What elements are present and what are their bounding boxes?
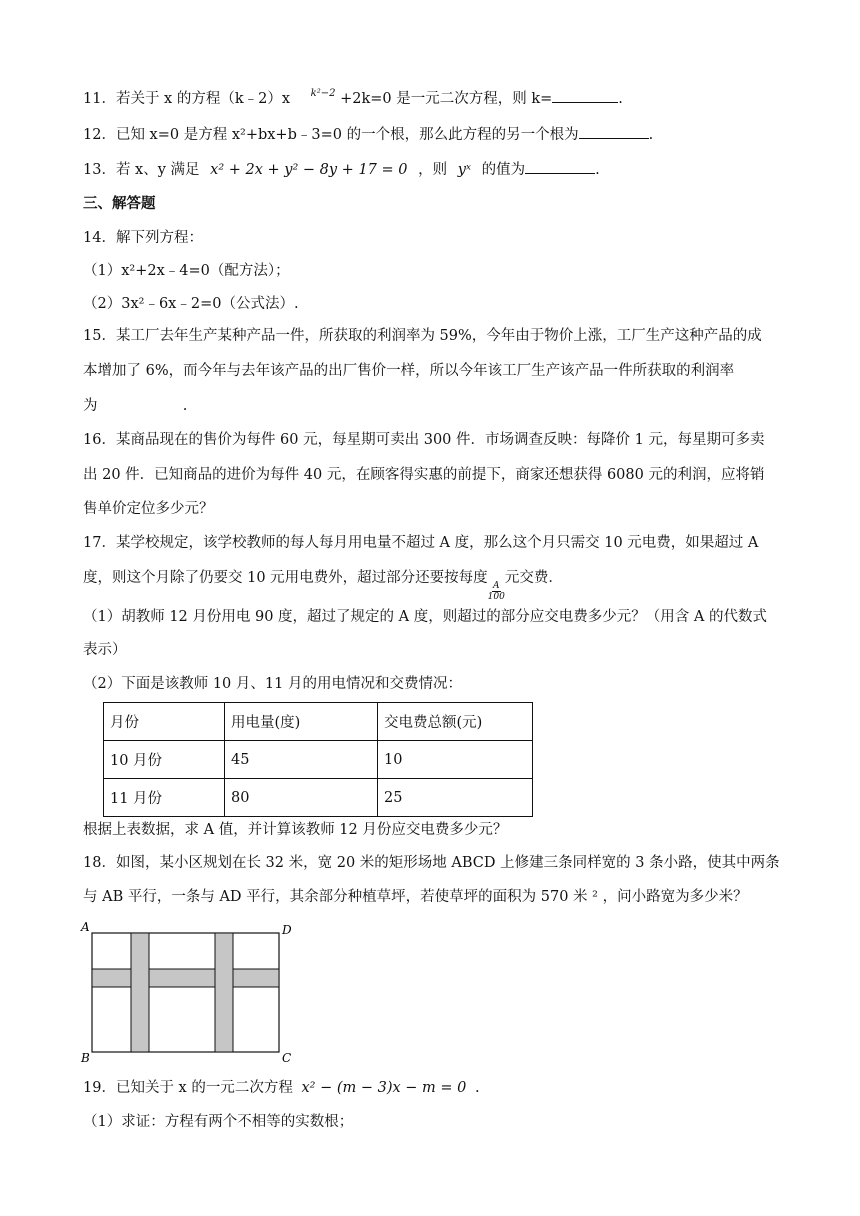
section-heading: 三、解答题	[83, 196, 156, 212]
q12-answer-blank[interactable]	[579, 124, 649, 139]
path-vertical-right	[215, 933, 233, 1052]
table-header-cell: 交电费总额(元)	[378, 703, 533, 741]
table-header-cell: 用电量(度)	[225, 703, 378, 741]
question-13: 13．若 x、y 满足 x² + 2x + y² − 8y + 17 = 0 ，则 yˣ 的值为 .	[83, 159, 600, 180]
vertex-label-b: B	[81, 1051, 90, 1065]
electricity-table	[103, 702, 533, 817]
table-cell: 25	[378, 779, 533, 817]
table-row	[104, 741, 533, 779]
q17-line1: 17．某学校规定，该学校教师的每人每月用电量不超过 A 度，那么这个月只需交 10 元电费，如果超过 A	[83, 535, 759, 551]
table-header-cell: 月份	[104, 703, 225, 741]
q11-text-b: +2k=0 是一元二次方程，则 k=	[340, 91, 553, 107]
path-vertical-left	[131, 933, 149, 1052]
q19-part1: （1）求证：方程有两个不相等的实数根；	[83, 1114, 354, 1130]
q17-part1-line1: （1）胡教师 12 月份用电 90 度，超过了规定的 A 度，则超过的部分应交电费多少元？（用含 A 的代数式	[83, 609, 767, 625]
q11-answer-blank[interactable]	[552, 88, 618, 103]
table-row	[104, 779, 533, 817]
path-horizontal	[92, 969, 279, 987]
question-11: 11．若关于 x 的方程（k﹣2）x $^{k^2-2}$ +2k=0 是一元二次方程，则 k= .	[83, 88, 623, 107]
q14-title: 14．解下列方程：	[83, 230, 203, 246]
q17-fraction: $\frac{A}{100}$	[487, 581, 505, 602]
question-19: 19．已知关于 x 的一元二次方程 x² − (m − 3)x − m = 0 .	[83, 1080, 480, 1096]
table-cell: 10	[378, 741, 533, 779]
q17-part1-line2: 表示）	[83, 642, 127, 658]
table-cell: 10 月份	[104, 741, 225, 779]
q15-line2: 本增加了 6%，而今年与去年该产品的出厂售价一样，所以今年该工厂生产该产品一件所获取的利润率	[83, 363, 735, 379]
q15-line1: 15．某工厂去年生产某种产品一件，所获取的利润率为 59%，今年由于物价上涨，工厂生产这种产品的成	[83, 328, 762, 344]
table-cell: 45	[225, 741, 378, 779]
q11-text-a: 11．若关于 x 的方程（k﹣2）x	[83, 91, 291, 107]
field-rectangle	[92, 933, 279, 1052]
table-cell: 11 月份	[104, 779, 225, 817]
q17-line2: 度，则这个月除了仍要交 10 元用电费外，超过部分还要按每度 $\frac{A}{100}$ 元交费．	[83, 570, 563, 602]
q16-line1: 16．某商品现在的售价为每件 60 元，每星期可卖出 300 件．市场调查反映：每降价 1 元，每星期可多卖	[83, 432, 765, 448]
q14-part2: （2）3x²﹣6x﹣2=0（公式法）.	[83, 296, 299, 312]
q17-after-table: 根据上表数据，求 A 值，并计算该教师 12 月份应交电费多少元？	[83, 822, 508, 838]
vertex-label-d: D	[282, 923, 292, 937]
q14-part1: （1）x²+2x﹣4=0（配方法）；	[83, 263, 290, 279]
q13-answer-blank[interactable]	[525, 159, 595, 174]
q13-equation: x² + 2x + y² − 8y + 17 = 0	[210, 162, 408, 178]
q16-line2: 出 20 件．已知商品的进价为每件 40 元，在顾客得实惠的前提下，商家还想获得 6080 元的利润，应将销	[83, 467, 765, 483]
q17-part2: （2）下面是该教师 10 月、11 月的用电情况和交费情况：	[83, 676, 462, 692]
q11-exponent: k²−2	[310, 88, 336, 99]
table-cell: 80	[225, 779, 378, 817]
q18-line2: 与 AB 平行，一条与 AD 平行，其余部分种植草坪，若使草坪的面积为 570 米 ² ，问小路宽为多少米？	[83, 889, 748, 905]
q12-text: 12．已知 x=0 是方程 x²+bx+b﹣3=0 的一个根，那么此方程的另一个根为	[83, 127, 579, 143]
q18-figure	[78, 920, 300, 1066]
q16-line3: 售单价定位多少元？	[83, 501, 214, 517]
question-12: 12．已知 x=0 是方程 x²+bx+b﹣3=0 的一个根，那么此方程的另一个根为 .	[83, 124, 653, 145]
q13-expression: yˣ	[457, 162, 472, 178]
vertex-label-a: A	[81, 920, 90, 934]
q19-equation: x² − (m − 3)x − m = 0	[301, 1080, 467, 1096]
table-header-row	[104, 703, 533, 741]
vertex-label-c: C	[282, 1051, 292, 1065]
q18-line1: 18．如图，某小区规划在长 32 米，宽 20 米的矩形场地 ABCD 上修建三条同样宽的 3 条小路，使其中两条	[83, 855, 780, 871]
q15-line3: 为 .	[83, 398, 188, 414]
